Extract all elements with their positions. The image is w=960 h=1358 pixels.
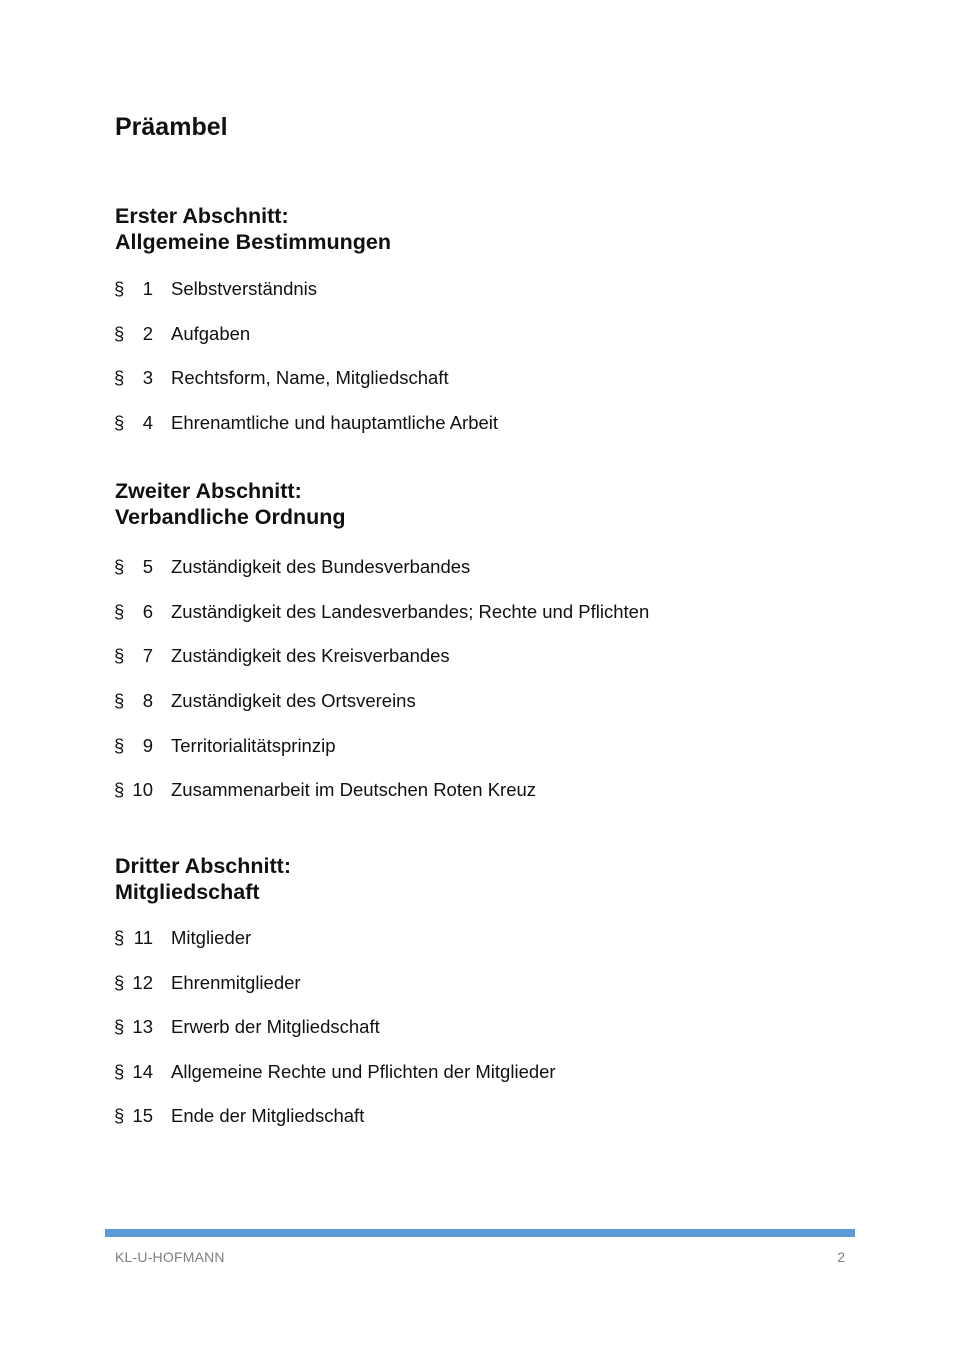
paragraph-symbol: § (114, 927, 125, 948)
paragraph-title: Zuständigkeit des Bundesverbandes (171, 556, 471, 577)
paragraph-number: 13 (132, 1016, 153, 1037)
paragraph-symbol: § (114, 278, 125, 299)
paragraph-title: Zuständigkeit des Kreisverbandes (171, 645, 450, 666)
paragraph-title: Erwerb der Mitgliedschaft (171, 1016, 380, 1037)
paragraph-title: Rechtsform, Name, Mitgliedschaft (171, 367, 449, 388)
section-3-title: Dritter Abschnitt: (115, 854, 291, 878)
section-1-subtitle: Allgemeine Bestimmungen (115, 230, 391, 254)
paragraph-symbol: § (114, 690, 125, 711)
paragraph-title: Zuständigkeit des Ortsvereins (171, 690, 416, 711)
paragraph-title: Zuständigkeit des Landesverbandes; Rechte und Pflichten (171, 601, 650, 622)
paragraph-number: 5 (142, 556, 153, 577)
paragraph-symbol: § (114, 779, 125, 800)
paragraph-number: 7 (142, 645, 153, 666)
paragraph-symbol: § (114, 1061, 125, 1082)
paragraph-symbol: § (114, 412, 125, 433)
paragraph-symbol: § (114, 1105, 125, 1126)
section-2-subtitle: Verbandliche Ordnung (115, 505, 346, 529)
paragraph-symbol: § (114, 735, 125, 756)
paragraph-number: 12 (132, 972, 153, 993)
paragraph-number: 9 (142, 735, 153, 756)
section-heading-3 (115, 853, 291, 905)
paragraph-symbol: § (114, 323, 125, 344)
section-2-title: Zweiter Abschnitt: (115, 479, 302, 503)
paragraph-number: 2 (142, 323, 153, 344)
paragraph-title: Ehrenmitglieder (171, 972, 301, 993)
paragraph-number: 14 (132, 1061, 153, 1082)
paragraph-number: 8 (142, 690, 153, 711)
paragraph-title: Mitglieder (171, 927, 252, 948)
preamble-heading: Präambel (115, 113, 228, 141)
paragraph-number: 4 (142, 412, 153, 433)
paragraph-symbol: § (114, 556, 125, 577)
paragraph-number: 11 (133, 927, 153, 948)
paragraph-symbol: § (114, 972, 125, 993)
paragraph-title: Ende der Mitgliedschaft (171, 1105, 365, 1126)
paragraph-number: 3 (142, 367, 153, 388)
paragraph-title: Aufgaben (171, 323, 251, 344)
paragraph-symbol: § (114, 645, 125, 666)
section-3-subtitle: Mitgliedschaft (115, 880, 260, 904)
paragraph-number: 10 (132, 779, 153, 800)
section-heading-1 (115, 203, 391, 255)
paragraph-number: 15 (132, 1105, 153, 1126)
footer-rule (105, 1229, 855, 1237)
paragraph-title: Selbstverständnis (171, 278, 318, 299)
paragraph-title: Territorialitätsprinzip (171, 735, 336, 756)
paragraph-title: Zusammenarbeit im Deutschen Roten Kreuz (171, 779, 537, 800)
section-heading-2 (115, 478, 346, 530)
paragraph-number: 1 (142, 278, 153, 299)
section-1-title: Erster Abschnitt: (115, 204, 289, 228)
paragraph-symbol: § (114, 601, 125, 622)
paragraph-symbol: § (114, 367, 125, 388)
page-number: 2 (837, 1249, 845, 1265)
paragraph-symbol: § (114, 1016, 125, 1037)
footer-author: KL-U-HOFMANN (115, 1249, 225, 1265)
paragraph-title: Ehrenamtliche und hauptamtliche Arbeit (171, 412, 499, 433)
paragraph-number: 6 (142, 601, 153, 622)
paragraph-title: Allgemeine Rechte und Pflichten der Mitglieder (171, 1061, 556, 1082)
